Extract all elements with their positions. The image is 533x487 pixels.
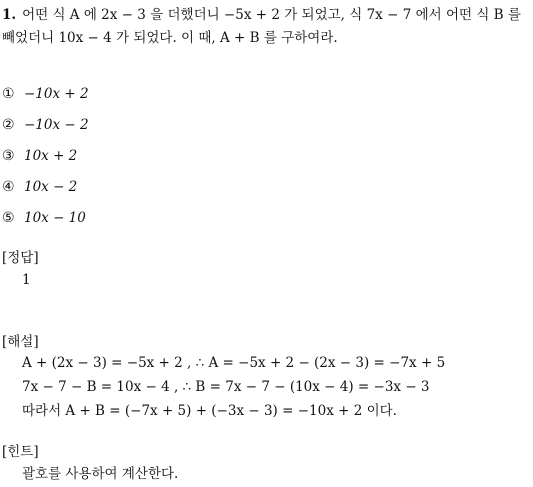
choice-marker: ③ <box>2 147 15 164</box>
question-text: 어떤 식 A 에 2x − 3 을 더했더니 −5x + 2 가 되었고, 식 7x − 7 에서 어떤 식 B 를 빼었더니 10x − 4 가 되었다. 이 때, A + B 를 구하여라. <box>2 7 521 46</box>
hint-text: 괄호를 사용하여 계산한다. <box>22 466 179 482</box>
explanation-line-1: A + (2x − 3) = −5x + 2 , ∴ A = −5x + 2 − (2x − 3) = −7x + 5 <box>22 355 446 371</box>
choice-marker: ② <box>2 116 15 133</box>
hint-label: [힌트] <box>2 444 39 460</box>
choice-3[interactable] <box>2 140 402 171</box>
choice-text: −10x + 2 <box>24 85 89 102</box>
explanation-line-3: 따라서 A + B = (−7x + 5) + (−3x − 3) = −10x + 2 이다. <box>22 403 397 419</box>
choice-4[interactable] <box>2 171 402 202</box>
explanation-label: [해설] <box>2 334 39 350</box>
answer-value: 1 <box>22 272 31 288</box>
explanation-body <box>22 351 445 423</box>
answer-label: [정답] <box>2 250 39 266</box>
choice-text: 10x + 2 <box>24 147 78 164</box>
choice-marker: ⑤ <box>2 209 15 226</box>
question-number: 1. <box>2 7 17 23</box>
choice-2[interactable] <box>2 109 402 140</box>
choice-text: −10x − 2 <box>24 116 89 133</box>
explanation-line-2: 7x − 7 − B = 10x − 4 , ∴ B = 7x − 7 − (10x − 4) = −3x − 3 <box>22 379 430 395</box>
choice-1[interactable] <box>2 78 402 109</box>
choice-list <box>2 78 402 233</box>
choice-marker: ① <box>2 85 15 102</box>
choice-text: 10x − 10 <box>24 209 86 226</box>
choice-marker: ④ <box>2 178 15 195</box>
choice-5[interactable] <box>2 202 402 233</box>
choice-text: 10x − 2 <box>24 178 78 195</box>
question-block <box>2 4 530 50</box>
